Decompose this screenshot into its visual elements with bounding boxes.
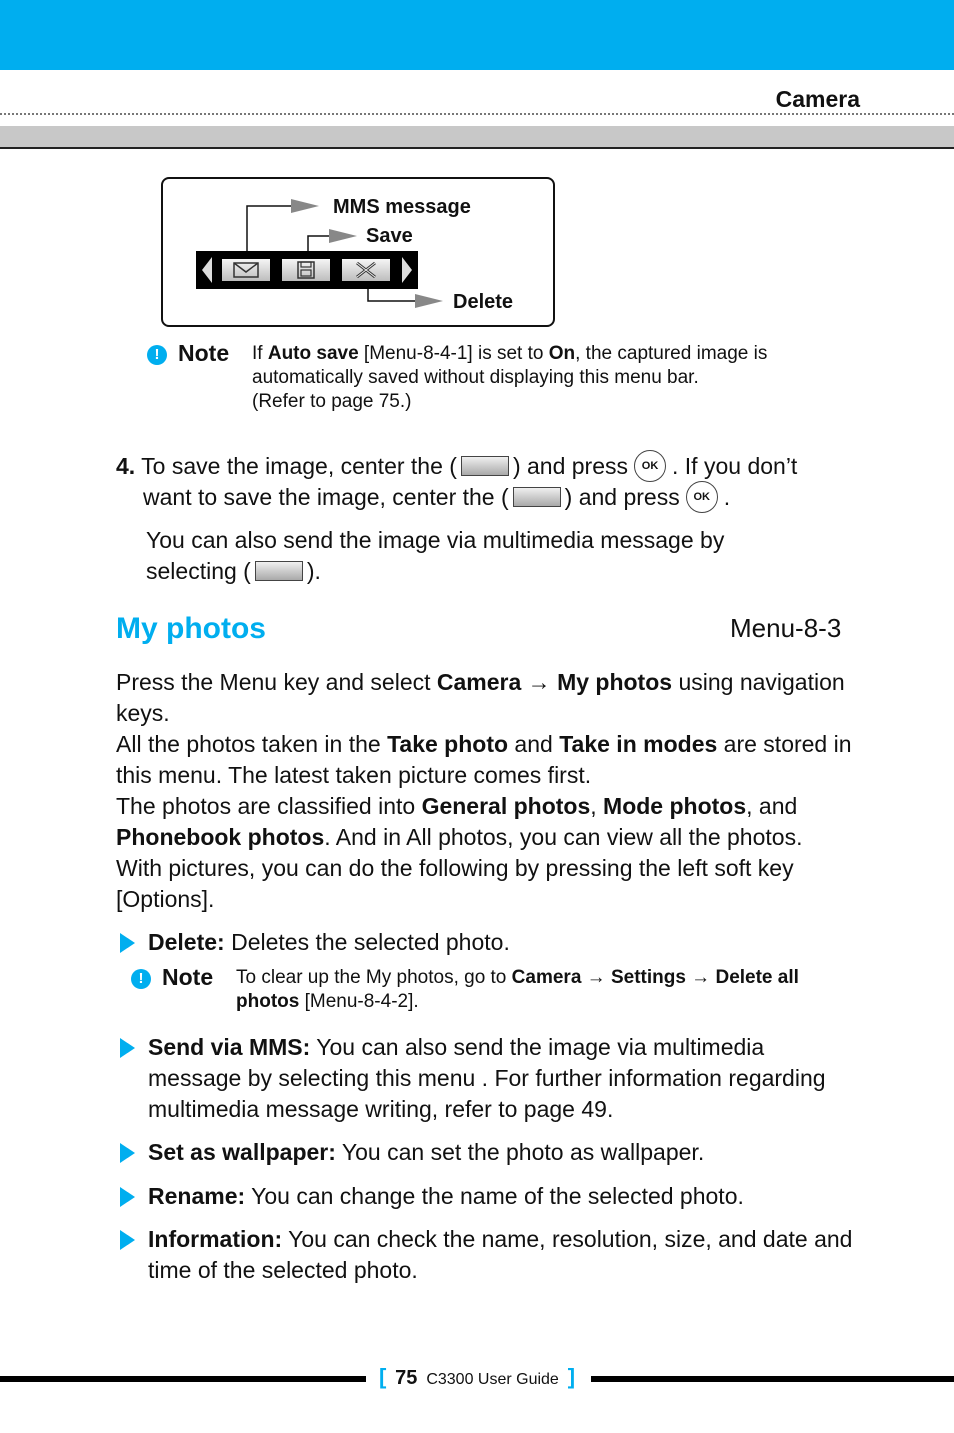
envelope-icon xyxy=(222,259,270,281)
menu-bar-diagram xyxy=(161,177,555,327)
envelope-icon xyxy=(255,561,303,581)
ok-key-icon: OK xyxy=(686,481,718,513)
note-label: Note xyxy=(178,340,230,366)
bullet-arrow-icon xyxy=(120,933,135,953)
delete-x-icon xyxy=(513,487,561,507)
section-title: Camera xyxy=(775,86,860,112)
bullet-arrow-icon xyxy=(120,1230,135,1250)
arrow-icon xyxy=(415,294,443,308)
dotted-divider xyxy=(0,113,954,115)
list-item-delete: Delete: Deletes the selected photo. xyxy=(148,929,510,955)
note-label: Note xyxy=(162,964,214,990)
header-grey-bar xyxy=(0,126,954,149)
exclamation-icon: ! xyxy=(131,969,151,989)
right-arrow-icon xyxy=(402,257,412,283)
arrow-icon xyxy=(329,229,357,243)
page-footer: [ 75 C3300 User Guide ] xyxy=(378,1364,576,1389)
list-item-send-via-mms: Send via MMS: You can also send the image via multimedia message by selecting this menu . For further information regarding multimedia message writing, refer to page 49. xyxy=(148,1034,826,1122)
exclamation-icon: ! xyxy=(147,345,167,365)
bullet-arrow-icon xyxy=(120,1187,135,1207)
step-4-line-1: 4. To save the image, center the ( ) and press OK . If you don’t xyxy=(116,451,876,484)
bullet-arrow-icon xyxy=(120,1038,135,1058)
note-text: To clear up the My photos, go to Camera → Settings → Delete all photos [Menu-8-4-2]. xyxy=(236,967,799,1012)
phone-menu-bar xyxy=(196,251,418,289)
bullet-arrow-icon xyxy=(120,1143,135,1163)
page-heading: My photos xyxy=(116,612,266,645)
page-number: 75 xyxy=(395,1367,418,1389)
delete-label: Delete xyxy=(453,291,514,313)
list-item-set-as-wallpaper: Set as wallpaper: You can set the photo as wallpaper. xyxy=(148,1139,705,1165)
save-disk-icon xyxy=(461,456,509,476)
guide-title: C3300 User Guide xyxy=(426,1371,559,1388)
step-4-send-text: You can also send the image via multimedia message by selecting ( ). xyxy=(146,527,725,584)
delete-x-icon xyxy=(342,259,390,281)
arrow-icon xyxy=(291,199,319,213)
save-label: Save xyxy=(366,225,413,247)
ok-key-icon: OK xyxy=(634,450,666,482)
list-item-rename: Rename: You can change the name of the selected photo. xyxy=(148,1183,744,1209)
note-text: If Auto save [Menu-8-4-1] is set to On, the captured image is automatically saved without displaying this menu bar. (Refer to page 75.) xyxy=(252,343,768,412)
intro-paragraph: Press the Menu key and select Camera → My photos using navigation keys. All the photos taken in the Take photo and Take in modes are stored in this menu. The latest taken picture comes first. The photos are classified into General photos, Mode photos, and Phonebook photos. And in All photos, you can view all the photos. With pictures, you can do the following by pressing the left soft key [Options]. xyxy=(116,669,852,912)
top-color-band xyxy=(0,0,954,70)
save-disk-icon xyxy=(282,259,330,281)
list-item-information: Information: You can check the name, resolution, size, and date and time of the selected photo. xyxy=(148,1226,853,1283)
menu-number: Menu-8-3 xyxy=(730,613,842,643)
left-arrow-icon xyxy=(202,257,212,283)
step-4-line-2: want to save the image, center the ( ) and press OK . xyxy=(143,482,883,515)
mms-message-label: MMS message xyxy=(333,196,471,218)
